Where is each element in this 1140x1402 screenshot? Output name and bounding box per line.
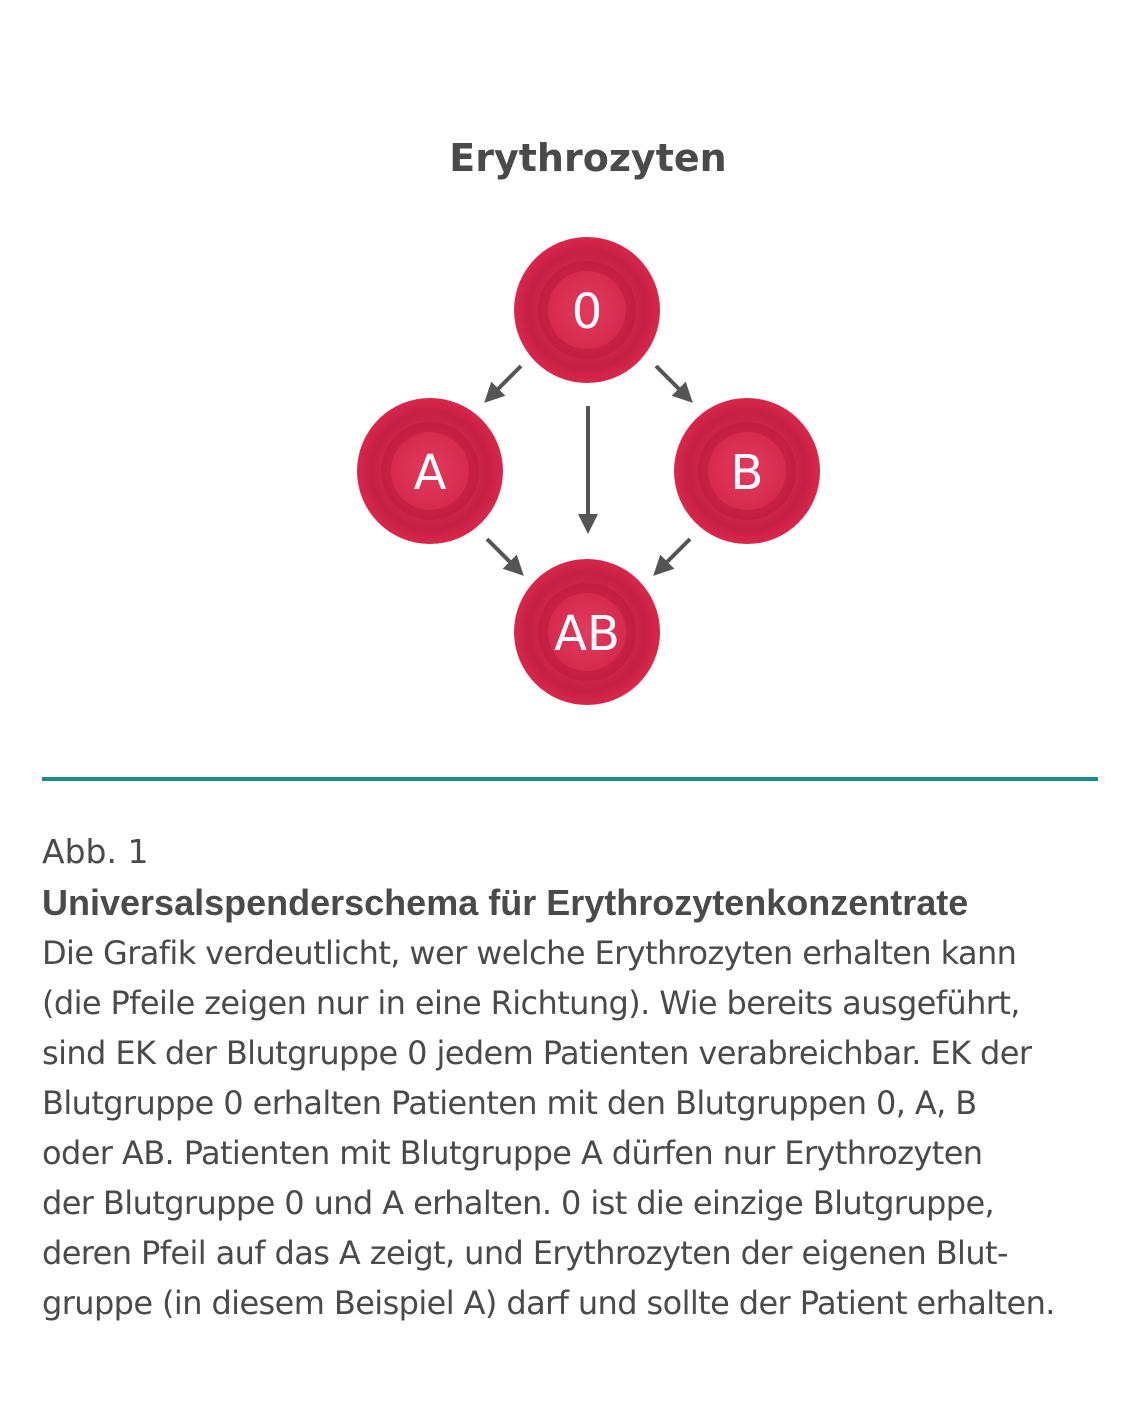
cell-b bbox=[674, 398, 820, 544]
caption-line: deren Pfeil auf das A zeigt, und Erythrozyten der eigenen Blut- bbox=[42, 1234, 1008, 1272]
caption-line: sind EK der Blutgruppe 0 jedem Patienten verabreichbar. EK der bbox=[42, 1034, 1032, 1072]
cell-ab-label: AB bbox=[554, 606, 620, 662]
cell-ab bbox=[514, 559, 660, 705]
caption-line: gruppe (in diesem Beispiel A) darf und sollte der Patient erhalten. bbox=[42, 1284, 1055, 1322]
caption-line: der Blutgruppe 0 und A erhalten. 0 ist die einzige Blutgruppe, bbox=[42, 1184, 995, 1222]
arrow-0-to-a bbox=[487, 366, 521, 400]
arrow-a-to-ab bbox=[487, 539, 521, 573]
figure-number: Abb. 1 bbox=[42, 832, 149, 871]
caption-line: (die Pfeile zeigen nur in eine Richtung). Wie bereits ausgeführt, bbox=[42, 984, 1020, 1022]
arrow-0-to-b bbox=[656, 366, 690, 400]
caption-line: Blutgruppe 0 erhalten Patienten mit den Blutgruppen 0, A, B bbox=[42, 1084, 977, 1122]
cell-o bbox=[514, 237, 660, 383]
caption-line: oder AB. Patienten mit Blutgruppe A dürfen nur Erythrozyten bbox=[42, 1134, 983, 1172]
divider bbox=[42, 777, 1098, 781]
caption-heading: Universalspenderschema für Erythrozytenkonzentrate bbox=[42, 882, 969, 923]
cell-a bbox=[357, 398, 503, 544]
figure-title: Erythrozyten bbox=[449, 136, 727, 180]
cell-o-label: 0 bbox=[571, 284, 603, 340]
caption-line: Die Grafik verdeutlicht, wer welche Erythrozyten erhalten kann bbox=[42, 934, 1017, 972]
figure-caption bbox=[42, 826, 1112, 1328]
cell-b-label: B bbox=[730, 445, 764, 501]
cell-a-label: A bbox=[413, 445, 447, 501]
arrow-b-to-ab bbox=[656, 539, 690, 573]
